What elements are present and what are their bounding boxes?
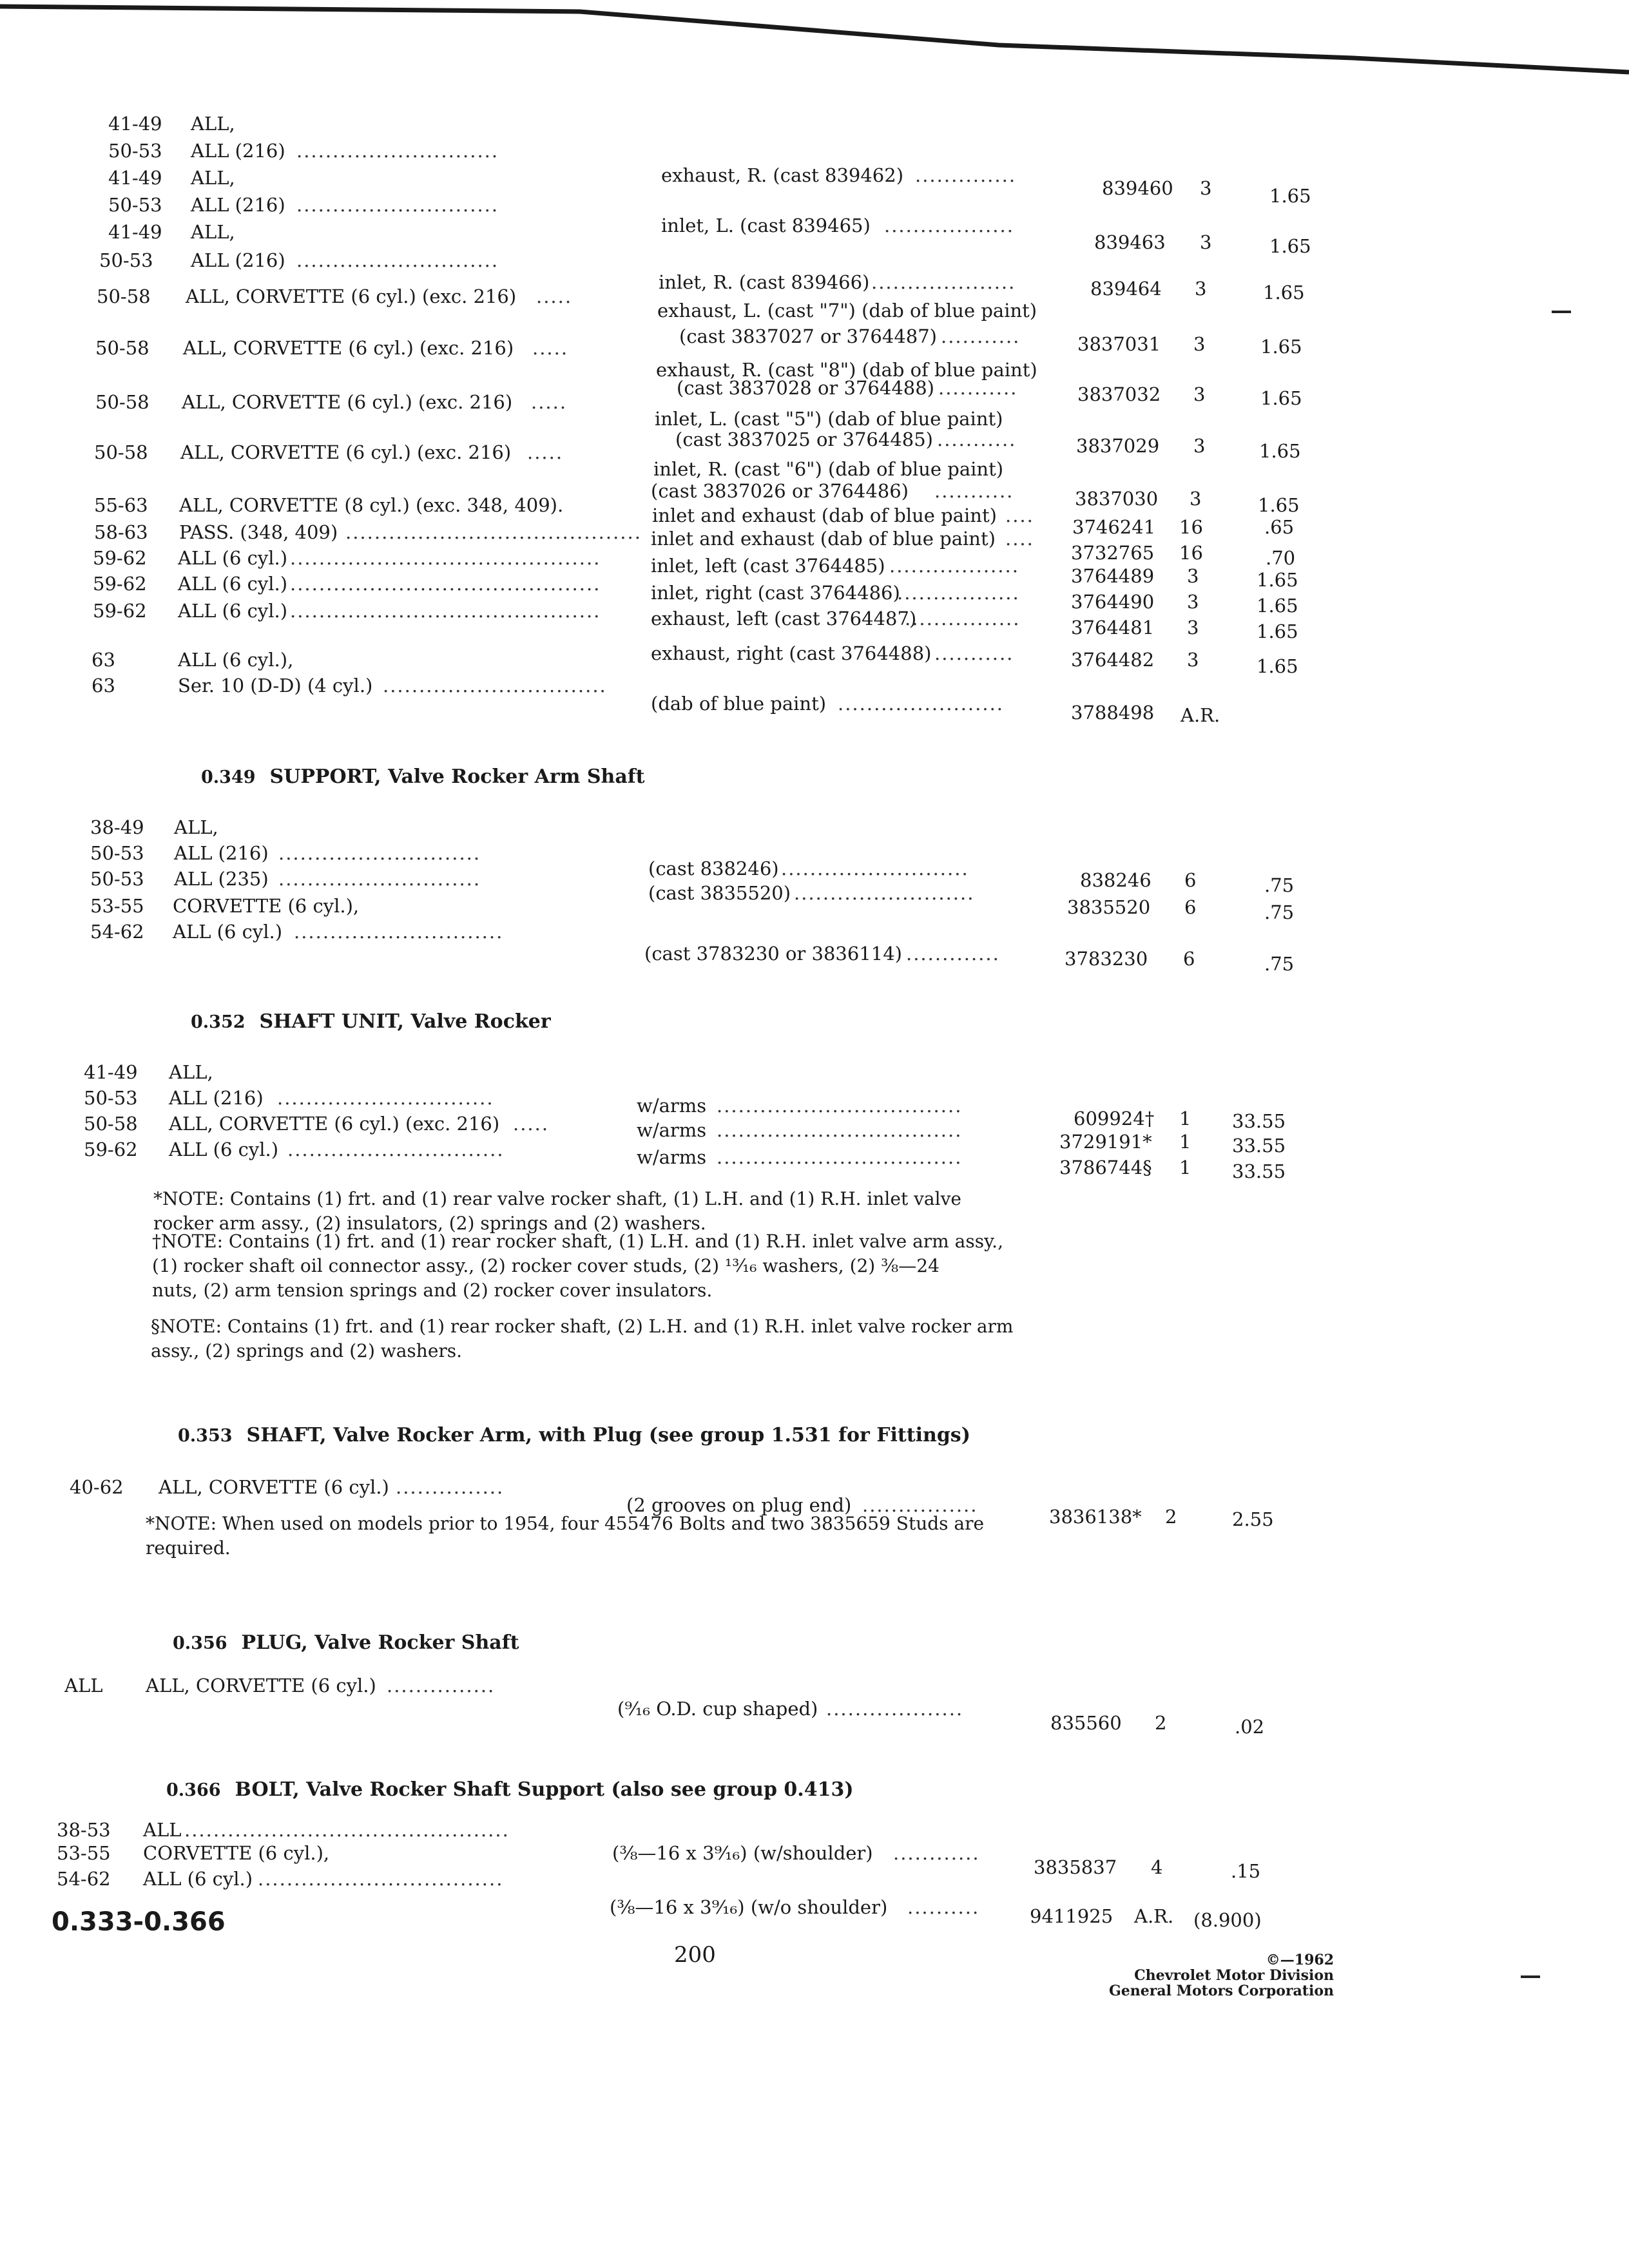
year-range: 50-53: [90, 842, 144, 864]
year-range: 50-58: [84, 1113, 138, 1135]
description-text: inlet, R. (cast 839466): [659, 271, 870, 293]
price: .65: [1264, 516, 1295, 538]
table-row: [0, 389, 1629, 430]
year-range: 55-63: [94, 494, 148, 516]
leader-dots: ..........: [907, 1896, 980, 1918]
description-text: exhaust, R. (cast "8") (dab of blue paint): [656, 359, 1037, 381]
part-number: 3835837: [1034, 1856, 1117, 1878]
part-number: 3764489: [1071, 565, 1155, 587]
quantity: 3: [1193, 333, 1206, 355]
description-text: w/arms: [637, 1095, 707, 1117]
year-range: 63: [92, 675, 115, 697]
part-number: 3786744§: [1059, 1157, 1152, 1178]
model-text: ALL (6 cyl.): [173, 921, 283, 943]
leader-dots: .........................................: [345, 521, 642, 543]
section-heading: [191, 1009, 551, 1035]
model-text: ALL (6 cyl.): [169, 1139, 279, 1160]
model-text: ALL, CORVETTE (6 cyl.) (exc. 216): [169, 1113, 500, 1135]
section-heading: [173, 1630, 519, 1657]
description-text: (dab of blue paint): [651, 693, 827, 715]
description-text: (2 grooves on plug end): [626, 1494, 852, 1516]
section-title: SHAFT, Valve Rocker Arm, with Plug (see group 1.531 for Fittings): [246, 1424, 970, 1446]
price: .70: [1266, 547, 1296, 569]
margin-tick: [1521, 1975, 1540, 1978]
section-heading: [166, 1777, 854, 1803]
quantity: 6: [1184, 869, 1197, 891]
description-text: exhaust, right (cast 3764488): [651, 642, 932, 664]
leader-dots: ...........: [934, 642, 1014, 664]
part-number: 3732765: [1071, 542, 1155, 564]
description-text: (cast 838246): [648, 858, 779, 879]
year-range: 58-63: [94, 521, 148, 543]
description-text: inlet, left (cast 3764485): [651, 555, 885, 577]
quantity: 3: [1187, 617, 1199, 639]
model-text: ALL (216): [191, 140, 285, 162]
group-number: 0.353: [178, 1426, 233, 1446]
table-row: [0, 165, 1629, 191]
table-row: [0, 919, 1629, 975]
quantity: 3: [1187, 591, 1199, 613]
model-text: CORVETTE (6 cyl.),: [143, 1842, 330, 1864]
part-number: 3746241: [1072, 516, 1156, 538]
quantity: 3: [1195, 278, 1207, 300]
year-range: 54-62: [57, 1868, 111, 1890]
price: 1.65: [1258, 494, 1300, 516]
part-number: 3729191*: [1059, 1131, 1152, 1153]
price: .02: [1235, 1716, 1265, 1738]
price: .75: [1264, 953, 1295, 975]
quantity: 3: [1200, 177, 1212, 199]
year-range: 59-62: [84, 1139, 138, 1160]
group-number: 0.349: [201, 767, 256, 787]
leader-dots: ...................: [826, 1698, 964, 1720]
part-number: 3788498: [1071, 702, 1155, 724]
part-number: 3837032: [1077, 383, 1161, 405]
quantity: 1: [1179, 1108, 1191, 1129]
year-range: 41-49: [84, 1061, 138, 1083]
leader-dots: ................: [905, 608, 1021, 629]
year-range: 50-53: [108, 194, 162, 216]
leader-dots: .............: [906, 943, 1000, 965]
margin-tick: [1552, 311, 1571, 313]
model-text: ALL (6 cyl.): [143, 1868, 253, 1890]
leader-dots: ............................: [296, 140, 499, 162]
quantity: 6: [1184, 896, 1197, 918]
table-row: [0, 1474, 1629, 1530]
year-range: 50-53: [99, 249, 153, 271]
description-text: w/arms: [637, 1119, 707, 1141]
note-text: †NOTE: Contains (1) frt. and (1) rear rocker shaft, (1) L.H. and (1) R.H. inlet valve arm assy., (1) rocker shaft oil connector assy., (2) rocker cover studs, (2) ¹³⁄₁₆ washers, (2) ⅜—24 nuts, (2) arm tension springs and (2) rocker cover insulators.: [152, 1231, 1003, 1301]
description-text: inlet and exhaust (dab of blue paint): [652, 505, 997, 526]
part-number: 609924†: [1074, 1108, 1155, 1129]
description-cont: (cast 3837026 or 3764486): [651, 480, 909, 502]
price: 2.55: [1232, 1508, 1274, 1530]
leader-dots: ..................: [889, 555, 1019, 577]
quantity: 2: [1165, 1506, 1177, 1528]
section-title: SUPPORT, Valve Rocker Arm Shaft: [269, 765, 645, 788]
year-range: 38-53: [57, 1819, 111, 1841]
price: .75: [1264, 874, 1295, 896]
model-text: ALL,: [169, 1061, 213, 1083]
description-text: (⅜—16 x 3⁹⁄₁₆) (w/shoulder): [612, 1842, 873, 1864]
table-row: [0, 1817, 1629, 1843]
leader-dots: ..................: [884, 215, 1014, 236]
table-row: [0, 111, 1629, 137]
part-number: 839463: [1094, 231, 1166, 253]
year-range: 50-58: [97, 285, 151, 307]
quantity: 3: [1187, 565, 1199, 587]
quantity: 2: [1155, 1712, 1167, 1734]
leader-dots: .........................: [794, 882, 975, 904]
quantity: 16: [1179, 516, 1203, 538]
year-range: 59-62: [93, 547, 147, 569]
publisher-corporation: General Motors Corporation: [1108, 1983, 1334, 1999]
leader-dots: ..................................: [717, 1119, 963, 1141]
quantity: 3: [1190, 488, 1202, 510]
leader-dots: ....: [1005, 528, 1034, 550]
price: 1.65: [1269, 185, 1311, 207]
quantity: 3: [1200, 231, 1212, 253]
year-range: 38-49: [90, 816, 144, 838]
group-number: 0.352: [191, 1012, 246, 1032]
model-text: ALL (216): [191, 194, 285, 216]
model-text: ALL, CORVETTE (6 cyl.): [146, 1675, 376, 1696]
leader-dots: .................: [897, 582, 1020, 604]
top-border-line: [0, 0, 1629, 77]
quantity: 16: [1179, 542, 1203, 564]
leader-dots: ..................................: [258, 1868, 504, 1890]
note-text: *NOTE: Contains (1) frt. and (1) rear valve rocker shaft, (1) L.H. and (1) R.H. inlet valve rocker arm assy., (2) insulators, (2) springs and (2) washers.: [153, 1188, 961, 1234]
price: 1.65: [1257, 620, 1298, 642]
model-text: ALL: [143, 1819, 182, 1841]
leader-dots: ...........................................: [290, 600, 601, 622]
price: .15: [1231, 1860, 1261, 1882]
table-row: [0, 642, 1629, 677]
leader-dots: ..............: [915, 164, 1017, 186]
table-row: [0, 893, 1629, 919]
price: 1.65: [1259, 440, 1301, 462]
part-number: 838246: [1080, 869, 1152, 891]
part-number: 3764482: [1071, 649, 1155, 671]
model-text: ALL (6 cyl.): [178, 573, 288, 595]
table-row: [0, 219, 1629, 245]
description-text: exhaust, L. (cast "7") (dab of blue paint): [657, 300, 1037, 322]
leader-dots: ..........................: [781, 858, 969, 879]
leader-dots: ....................: [871, 271, 1016, 293]
model-text: ALL, CORVETTE (8 cyl.) (exc. 348, 409).: [179, 494, 564, 516]
description-text: exhaust, R. (cast 839462): [661, 164, 904, 186]
model-text: ALL,: [191, 167, 235, 189]
description-text: (⅜—16 x 3⁹⁄₁₆) (w/o shoulder): [610, 1896, 888, 1918]
year-range: 50-53: [108, 140, 162, 162]
quantity: 1: [1179, 1131, 1191, 1153]
note-text: *NOTE: When used on models prior to 1954, four 455476 Bolts and two 3835659 Studs are required.: [146, 1513, 985, 1559]
quantity: 1: [1179, 1157, 1191, 1178]
model-text: ALL (6 cyl.): [178, 547, 288, 569]
model-text: ALL (216): [169, 1087, 264, 1109]
description-text: inlet, R. (cast "6") (dab of blue paint): [653, 458, 1004, 480]
leader-dots: .....: [531, 391, 568, 413]
year-range: 54-62: [90, 921, 144, 943]
page-number: 200: [674, 1942, 716, 1968]
year-range: 50-53: [90, 868, 144, 890]
leader-dots: ....: [1005, 505, 1034, 526]
year-range: 53-55: [90, 895, 144, 917]
leader-dots: ............: [893, 1842, 980, 1864]
quantity: 3: [1193, 383, 1206, 405]
description-text: (cast 3783230 or 3836114): [644, 943, 902, 965]
quantity: 3: [1187, 649, 1199, 671]
description-text: (cast 3835520): [648, 882, 791, 904]
leader-dots: ...........................................: [290, 547, 601, 569]
description-text: w/arms: [637, 1146, 707, 1168]
model-text: ALL, CORVETTE (6 cyl.) (exc. 216): [186, 285, 517, 307]
quantity: A.R.: [1134, 1905, 1174, 1927]
leader-dots: .....: [532, 337, 569, 359]
year-range: 41-49: [108, 221, 162, 243]
leader-dots: ...........: [937, 428, 1017, 450]
leader-dots: ............................: [296, 194, 499, 216]
leader-dots: ...........................................: [290, 573, 601, 595]
copyright-block: [1057, 1952, 1334, 1999]
part-number: 3836138*: [1049, 1506, 1142, 1528]
year-range: ALL: [64, 1675, 103, 1696]
model-text: ALL, CORVETTE (6 cyl.): [159, 1476, 389, 1498]
leader-dots: .....: [527, 441, 564, 463]
leader-dots: ............................: [278, 842, 481, 864]
price: 1.65: [1263, 282, 1305, 303]
model-text: ALL, CORVETTE (6 cyl.) (exc. 216): [183, 337, 514, 359]
part-number: 3837029: [1076, 435, 1160, 457]
description-text: inlet, L. (cast "5") (dab of blue paint): [655, 408, 1003, 430]
part-number: 835560: [1050, 1712, 1122, 1734]
copyright-year: ©—1962: [1266, 1952, 1334, 1968]
description-text: inlet, right (cast 3764486): [651, 582, 900, 604]
table-row: [0, 598, 1629, 642]
note-text: §NOTE: Contains (1) frt. and (1) rear rocker shaft, (2) L.H. and (1) R.H. inlet valve rocker arm assy., (2) springs and (2) washers.: [151, 1316, 1014, 1361]
price: 33.55: [1232, 1135, 1286, 1157]
section-heading: [201, 764, 645, 791]
year-range: 59-62: [93, 600, 147, 622]
section-heading: [178, 1423, 970, 1449]
year-range: 53-55: [57, 1842, 111, 1864]
table-row: [0, 439, 1629, 480]
quantity: 6: [1183, 948, 1195, 970]
price: 1.65: [1260, 336, 1302, 358]
section-title: SHAFT UNIT, Valve Rocker: [259, 1010, 551, 1033]
leader-dots: .....: [536, 285, 573, 307]
leader-dots: ...............: [387, 1675, 496, 1696]
table-row: [0, 284, 1629, 322]
quantity: A.R.: [1181, 704, 1220, 726]
description-text: (⁹⁄₁₆ O.D. cup shaped): [617, 1698, 818, 1720]
leader-dots: ...............: [396, 1476, 505, 1498]
leader-dots: ...........: [941, 325, 1021, 347]
part-number: 3764490: [1071, 591, 1155, 613]
year-range: 50-58: [95, 391, 149, 413]
table-row: [0, 571, 1629, 617]
year-range: 50-58: [94, 441, 148, 463]
year-range: 63: [92, 649, 115, 671]
part-number: 3835520: [1067, 896, 1151, 918]
leader-dots: .......................: [838, 693, 1005, 715]
table-row: [0, 1137, 1629, 1182]
year-range: 50-53: [84, 1087, 138, 1109]
page-range-label: 0.333-0.366: [52, 1907, 226, 1937]
part-number: 3837031: [1077, 333, 1161, 355]
leader-dots: .............................................: [184, 1819, 510, 1841]
section-title: PLUG, Valve Rocker Shaft: [241, 1631, 519, 1654]
leader-dots: ................: [862, 1494, 978, 1516]
table-row: [0, 1673, 1629, 1738]
model-text: ALL,: [174, 816, 218, 838]
quantity: 4: [1151, 1856, 1163, 1878]
table-row: [0, 1059, 1629, 1085]
leader-dots: ............................: [278, 868, 481, 890]
year-range: 41-49: [108, 113, 162, 135]
leader-dots: ..............................: [277, 1087, 494, 1109]
year-range: 41-49: [108, 167, 162, 189]
model-text: Ser. 10 (D-D) (4 cyl.): [178, 675, 373, 697]
part-number: 3837030: [1075, 488, 1159, 510]
price: 1.65: [1257, 655, 1298, 677]
price: .75: [1264, 901, 1295, 923]
price: 1.65: [1257, 569, 1298, 591]
model-text: ALL, CORVETTE (6 cyl.) (exc. 216): [180, 441, 512, 463]
description-text: inlet, L. (cast 839465): [661, 215, 871, 236]
leader-dots: .....: [513, 1113, 550, 1135]
description-cont: (cast 3837028 or 3764488): [677, 377, 934, 399]
description-cont: (cast 3837025 or 3764485): [675, 428, 933, 450]
model-text: ALL,: [191, 221, 235, 243]
leader-dots: ..................................: [717, 1095, 963, 1117]
price: 1.65: [1257, 595, 1298, 617]
model-text: ALL (6 cyl.),: [178, 649, 294, 671]
year-range: 59-62: [93, 573, 147, 595]
leader-dots: ..............................: [287, 1139, 505, 1160]
model-text: PASS. (348, 409): [179, 521, 338, 543]
description-cont: (cast 3837027 or 3764487): [679, 325, 937, 347]
part-number: 9411925: [1030, 1905, 1113, 1927]
year-range: 50-58: [95, 337, 149, 359]
part-number: 839460: [1102, 177, 1173, 199]
section-title: BOLT, Valve Rocker Shaft Support (also see group 0.413): [235, 1778, 854, 1801]
model-text: CORVETTE (6 cyl.),: [173, 895, 360, 917]
quantity: 3: [1193, 435, 1206, 457]
table-row: [0, 673, 1629, 726]
model-text: ALL (216): [174, 842, 269, 864]
table-row: [0, 545, 1629, 591]
model-text: ALL, CORVETTE (6 cyl.) (exc. 216): [182, 391, 513, 413]
year-range: 40-62: [70, 1476, 124, 1498]
model-text: ALL,: [191, 113, 235, 135]
group-number: 0.356: [173, 1633, 227, 1653]
part-number: 3764481: [1071, 617, 1155, 639]
model-text: ALL (6 cyl.): [178, 600, 288, 622]
leader-dots: ...............................: [383, 675, 607, 697]
group-number: 0.366: [166, 1780, 221, 1800]
table-row: [0, 335, 1629, 381]
model-text: ALL (235): [174, 868, 269, 890]
leader-dots: .............................: [294, 921, 504, 943]
leader-dots: ...........: [934, 480, 1014, 502]
publisher-division: Chevrolet Motor Division: [1134, 1967, 1334, 1984]
description-text: exhaust, left (cast 3764487): [651, 608, 917, 629]
leader-dots: ..................................: [717, 1146, 963, 1168]
price: 1.65: [1260, 387, 1302, 409]
part-number: 839464: [1090, 278, 1162, 300]
part-number: 3783230: [1065, 948, 1148, 970]
price: 33.55: [1232, 1160, 1286, 1182]
model-text: ALL (216): [191, 249, 285, 271]
price: (8.900): [1193, 1909, 1262, 1931]
leader-dots: ...........: [938, 377, 1018, 399]
table-row: [0, 814, 1629, 840]
leader-dots: ............................: [296, 249, 499, 271]
description-text: inlet and exhaust (dab of blue paint): [651, 528, 996, 550]
price: 33.55: [1232, 1110, 1286, 1132]
price: 1.65: [1269, 235, 1311, 257]
